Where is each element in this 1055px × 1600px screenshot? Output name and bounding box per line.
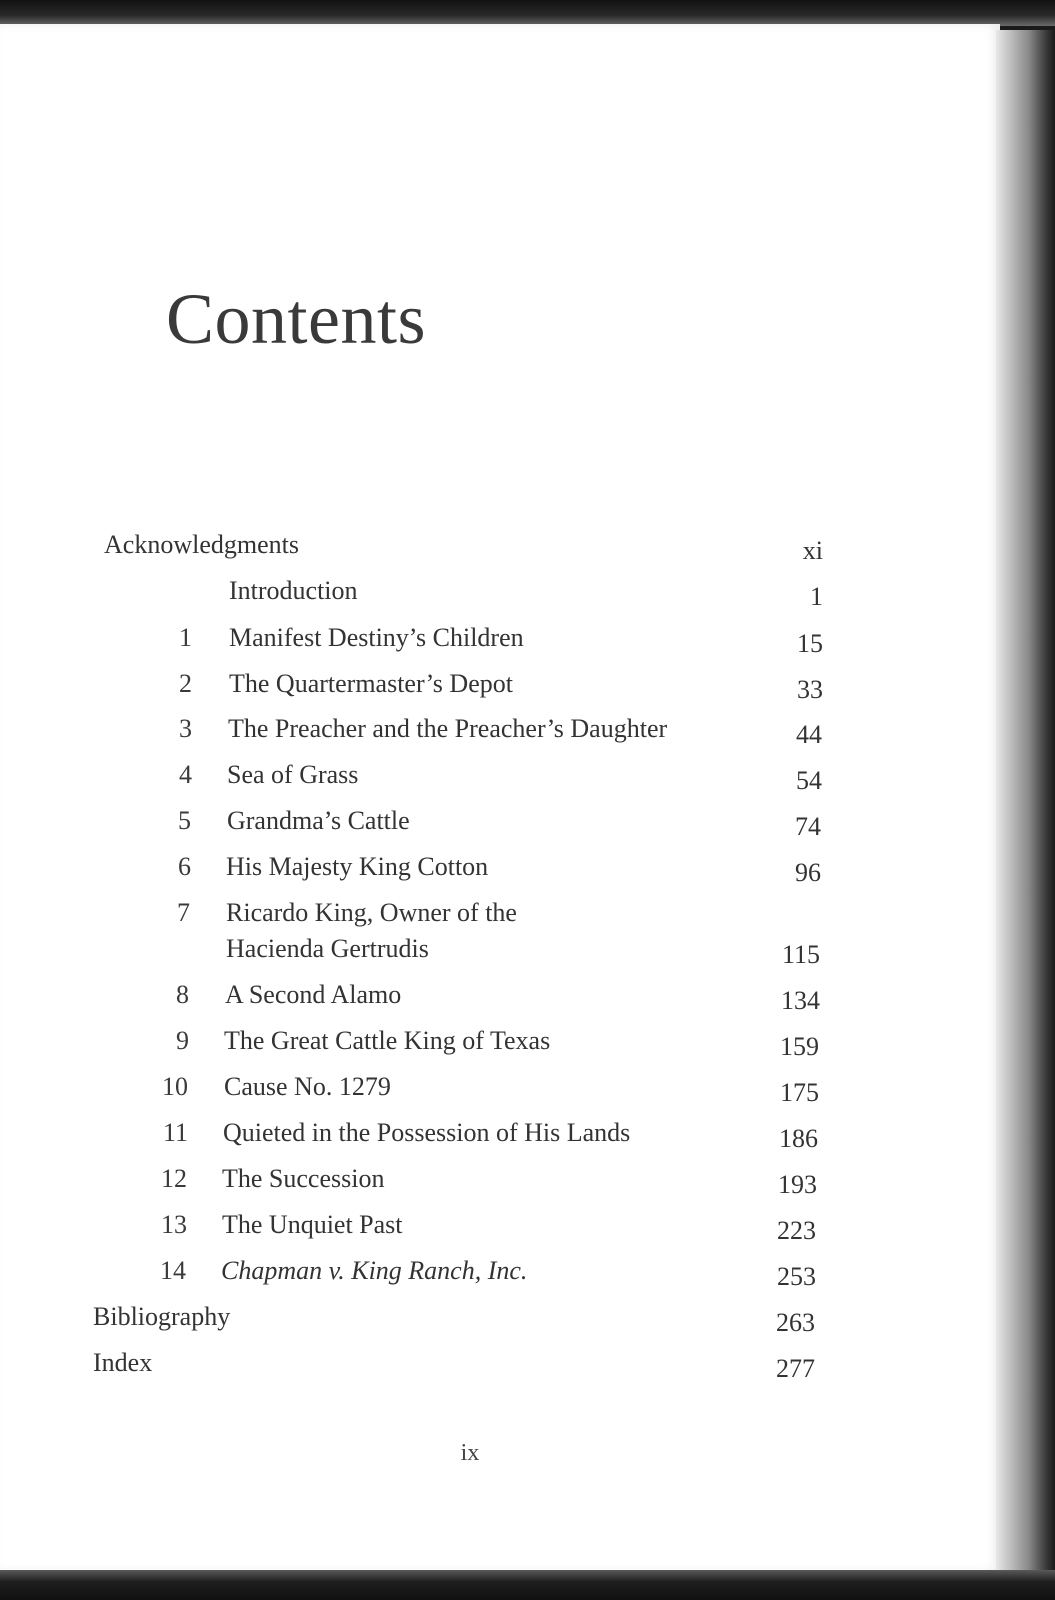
- toc-chapter-number: 4: [179, 760, 192, 789]
- toc-entry-page: 1: [810, 582, 823, 611]
- toc-entry-label: Index: [93, 1348, 153, 1377]
- toc-entry-chapter-14: [0, 1256, 816, 1302]
- toc-entry-label: Sea of Grass: [227, 760, 359, 789]
- toc-chapter-number: 6: [178, 852, 191, 881]
- toc-chapter-number: 7: [177, 898, 190, 927]
- toc-entry-chapter-1: [0, 623, 823, 669]
- toc-entry-chapter-10: [0, 1072, 819, 1118]
- toc-entry-chapter-2: [0, 669, 823, 715]
- toc-entry-label: A Second Alamo: [225, 980, 402, 1009]
- toc-chapter-number: 10: [162, 1072, 188, 1101]
- toc-chapter-number: 11: [162, 1118, 188, 1147]
- toc-entry-chapter-3: [0, 714, 822, 760]
- toc-entry-chapter-7: [0, 898, 820, 980]
- toc-entry-label: Bibliography: [93, 1302, 231, 1331]
- toc-entry-label: Introduction: [229, 576, 358, 605]
- toc-chapter-number: 12: [161, 1164, 187, 1193]
- toc-entry-label-continued: Hacienda Gertrudis: [226, 934, 429, 963]
- toc-entry-chapter-9: [0, 1026, 819, 1072]
- toc-entry-introduction: [0, 576, 823, 622]
- toc-entry-label: The Unquiet Past: [222, 1210, 403, 1239]
- toc-entry-chapter-5: [0, 806, 821, 852]
- book-top-edge: [0, 0, 1055, 26]
- toc-entry-page: 193: [778, 1170, 817, 1199]
- toc-entry-page: 277: [776, 1354, 815, 1383]
- toc-chapter-number: 14: [160, 1256, 186, 1285]
- toc-entry-page: 186: [779, 1124, 818, 1153]
- toc-entry-label: The Preacher and the Preacher’s Daughter: [228, 714, 668, 743]
- toc-entry-page: 223: [777, 1216, 816, 1245]
- toc-entry-chapter-8: [0, 980, 820, 1026]
- toc-entry-label: Chapman v. King Ranch, Inc.: [221, 1256, 528, 1285]
- toc-entry-label: Quieted in the Possession of His Lands: [223, 1118, 631, 1147]
- toc-entry-label: The Succession: [222, 1164, 385, 1193]
- toc-entry-label: Cause No. 1279: [224, 1072, 391, 1101]
- toc-entry-page: 96: [795, 858, 821, 887]
- toc-entry-chapter-12: [0, 1164, 817, 1210]
- toc-entry-page: xi: [802, 536, 823, 565]
- toc-entry-chapter-6: [0, 852, 821, 898]
- toc-entry-page: 33: [797, 675, 823, 704]
- toc-entry-page: 54: [796, 766, 822, 795]
- toc-chapter-number: 3: [179, 714, 192, 743]
- book-gutter-edge: [996, 30, 1055, 1572]
- toc-chapter-number: 9: [176, 1026, 189, 1055]
- toc-entry-chapter-13: [0, 1210, 816, 1256]
- toc-entry-page: 263: [776, 1308, 815, 1337]
- toc-entry-acknowledgments: [0, 530, 823, 576]
- toc-entry-chapter-11: [0, 1118, 818, 1164]
- toc-entry-page: 44: [796, 720, 822, 749]
- toc-entry-page: 74: [795, 812, 821, 841]
- toc-entry-page: 253: [777, 1262, 816, 1291]
- toc-entry-bibliography: [0, 1302, 815, 1348]
- toc-entry-label: Grandma’s Cattle: [227, 806, 410, 835]
- toc-entry-label: The Quartermaster’s Depot: [229, 669, 513, 698]
- toc-entry-label: His Majesty King Cotton: [226, 852, 489, 881]
- toc-entry-page: 175: [780, 1078, 819, 1107]
- toc-entry-index: [0, 1348, 815, 1394]
- toc-entry-chapter-4: [0, 760, 822, 806]
- toc-entry-label: Ricardo King, Owner of the: [226, 898, 517, 927]
- toc-entry-page: 134: [781, 986, 820, 1015]
- page-title: Contents: [166, 279, 427, 359]
- toc-chapter-number: 2: [179, 669, 192, 698]
- toc-entry-label: The Great Cattle King of Texas: [224, 1026, 551, 1055]
- toc-entry-page: 15: [797, 629, 823, 658]
- toc-entry-page: 159: [780, 1032, 819, 1061]
- toc-entry-label: Acknowledgments: [104, 530, 299, 559]
- toc-chapter-number: 8: [176, 980, 189, 1009]
- book-bottom-edge: [0, 1570, 1055, 1600]
- toc-chapter-number: 1: [179, 623, 192, 652]
- toc-chapter-number: 5: [178, 806, 191, 835]
- toc-entry-label: Manifest Destiny’s Children: [229, 623, 524, 652]
- toc-entry-page: 115: [781, 940, 820, 969]
- page-number-folio: ix: [460, 1440, 480, 1466]
- toc-chapter-number: 13: [161, 1210, 187, 1239]
